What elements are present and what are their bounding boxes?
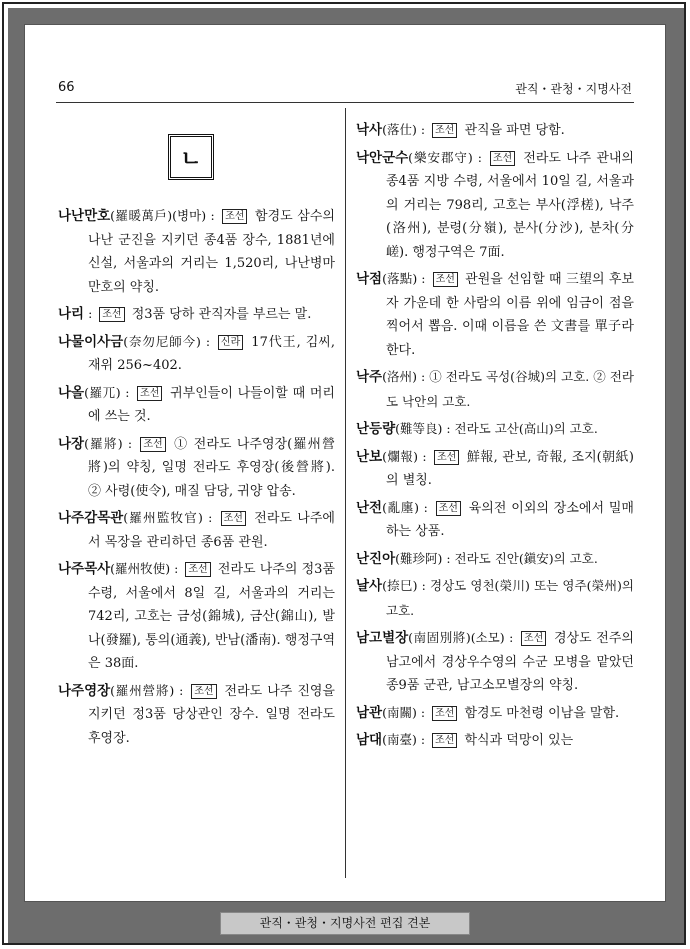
dictionary-entry — [356, 574, 634, 623]
era-tag: 조선 — [434, 450, 459, 465]
right-entry-list — [356, 118, 634, 753]
dictionary-entry — [356, 365, 634, 414]
era-tag: 조선 — [432, 733, 457, 748]
entry-hanja: (難珍阿) : 전라도 진안(鎭安)의 고호. — [395, 550, 598, 566]
dictionary-entry — [356, 118, 634, 143]
dictionary-entry — [58, 557, 335, 676]
era-tag: 조선 — [432, 706, 457, 721]
entry-headword: 나난만호 — [58, 208, 111, 224]
entry-hanja: (羅暖萬戶)(병마) : — [110, 208, 220, 223]
entry-hanja: (南關) : — [382, 704, 430, 720]
entry-definition: 전라도 나주에서 목장을 관리하던 종6품 관원. — [88, 511, 335, 550]
entry-definition: 육의전 이외의 장소에서 밀매하는 상품. — [386, 500, 634, 539]
dictionary-entry — [356, 626, 634, 698]
entry-definition: 17代王, 김씨, 재위 256~402. — [88, 334, 335, 373]
era-tag: 조선 — [191, 684, 216, 699]
entry-hanja: (羅兀) : — [84, 384, 135, 400]
entry-headword: 남대 — [356, 732, 383, 748]
era-tag: 조선 — [490, 151, 515, 166]
era-tag: 조선 — [222, 209, 247, 224]
dictionary-entry — [58, 506, 335, 554]
section-letter: ㄴ — [180, 146, 202, 172]
dictionary-entry — [356, 417, 634, 442]
section-letter-box — [168, 134, 214, 180]
dictionary-entry — [58, 679, 335, 751]
entry-hanja: (羅州牧使) : — [110, 561, 183, 576]
dictionary-entry — [356, 547, 634, 572]
running-title: 관직・관청・지명사전 — [515, 82, 632, 96]
dictionary-entry — [58, 432, 335, 504]
entry-headword: 남관 — [356, 704, 383, 721]
entry-definition: 귀부인들이 나들이할 때 머리에 쓰는 것. — [88, 385, 335, 424]
dictionary-entry — [58, 381, 335, 429]
era-tag: 조선 — [521, 631, 546, 646]
dictionary-entry — [58, 330, 335, 378]
footer-text: 관직・관청・지명사전 편집 견본 — [259, 916, 431, 930]
entry-headword: 나물이사금 — [58, 333, 124, 350]
column-rule — [345, 108, 346, 878]
header-rule — [56, 102, 634, 103]
dictionary-entry — [356, 496, 634, 544]
entry-definition: 전라도 나주 관내의 종4품 지방 수령, 서울에서 10일 길, 서울과의 거리는 798리, 고호는 부사(浮槎), 낙주(洛州), 분령(分嶺), 분사(分沙), 분차(分嵯). 행정구역은 7面. — [386, 150, 634, 260]
entry-hanja: (樂安郡守) : — [408, 149, 487, 165]
entry-hanja: (南臺) : — [382, 732, 430, 747]
entry-headword: 난보 — [356, 448, 383, 465]
right-column — [356, 118, 634, 756]
entry-hanja: (難等良) : 전라도 고산(高山)의 고호. — [395, 421, 598, 436]
entry-headword: 나장 — [58, 435, 85, 452]
entry-headword: 나주감목관 — [58, 510, 124, 526]
entry-headword: 낙안군수 — [356, 149, 409, 166]
era-tag: 신라 — [218, 335, 243, 350]
entry-headword: 난전 — [356, 499, 383, 516]
entry-hanja: (羅將) : — [84, 435, 138, 451]
entry-headword: 나주영장 — [58, 682, 111, 699]
entry-headword: 난등량 — [356, 421, 396, 437]
page-number: 66 — [58, 80, 75, 95]
dictionary-entry — [58, 204, 335, 299]
entry-headword: 낙점 — [356, 271, 383, 287]
entry-definition: 학식과 덕망이 있는 — [460, 733, 574, 748]
era-tag: 조선 — [140, 437, 165, 452]
entry-hanja: (落仕) : — [382, 122, 430, 137]
era-tag: 조선 — [137, 386, 162, 401]
entry-headword: 나주목사 — [58, 561, 111, 577]
entry-headword: 낙사 — [356, 122, 383, 138]
footer-bar — [220, 912, 470, 935]
entry-definition: ① 전라도 나주영장(羅州營將)의 약칭, 일명 전라도 후영장(後營將). ② 사령(使令), 매질 담당, 귀양 압송. — [88, 436, 335, 499]
entry-hanja: (洛州) : ① 전라도 곡성(谷城)의 고호. ② 전라도 낙안의 고호. — [382, 369, 634, 409]
era-tag: 조선 — [436, 501, 461, 516]
entry-hanja: (爛報) : — [382, 448, 431, 464]
entry-hanja: (亂廛) : — [382, 499, 433, 515]
entry-hanja: (南固別將)(소모) : — [408, 630, 518, 645]
entry-definition: 정3품 당하 관직자를 부르는 말. — [127, 307, 312, 322]
entry-headword: 낙주 — [356, 369, 383, 385]
era-tag: 조선 — [221, 511, 246, 526]
entry-definition: 관직을 파면 당함. — [460, 123, 565, 138]
entry-definition: 경상도 전주의 남고에서 경상우수영의 수군 모병을 맡았던 종9품 군관, 남고소모별장의 약칭. — [386, 631, 634, 693]
entry-definition: 함경도 마천령 이남을 말함. — [460, 705, 620, 721]
entry-hanja: (羅州營將) : — [110, 682, 189, 698]
era-tag: 조선 — [185, 562, 210, 577]
entry-hanja: (奈勿尼師今) : — [123, 333, 215, 349]
entry-definition: 관원을 선임할 때 三望의 후보자 가운데 한 사람의 이름 위에 임금이 점을 찍어서 뽑음. 이때 이름을 쓴 文書를 單子라 한다. — [386, 272, 634, 358]
dictionary-entry — [356, 146, 634, 265]
dictionary-entry — [356, 728, 634, 753]
dictionary-entry — [356, 701, 634, 726]
dictionary-entry — [58, 302, 335, 327]
dictionary-entry — [356, 267, 634, 362]
entry-hanja: (捺巳) : 경상도 영천(榮川) 또는 영주(榮州)의 고호. — [382, 578, 634, 618]
entry-headword: 나리 — [58, 306, 85, 322]
entry-hanja: (落點) : — [382, 271, 430, 286]
entry-headword: 남고별장 — [356, 630, 409, 646]
entry-definition: 전라도 나주의 정3품 수령, 서울에서 8일 길, 서울과의 거리는 742리, 고호는 금성(錦城), 금산(錦山), 발나(發羅), 통의(通義), 반남(潘南). 행정구역은 38面. — [88, 562, 335, 671]
left-entry-list — [58, 204, 335, 750]
entry-headword: 날사 — [356, 578, 383, 594]
left-column — [58, 116, 335, 753]
era-tag: 조선 — [99, 307, 124, 322]
era-tag: 조선 — [433, 272, 458, 287]
entry-definition: 鮮報, 관보, 奇報, 조지(朝紙)의 별칭. — [386, 449, 634, 488]
era-tag: 조선 — [432, 123, 457, 138]
entry-definition: 함경도 삼수의 나난 군진을 지키던 종4품 장수, 1881년에 신설, 서울과의 거리는 1,520리, 나난병마만호의 약칭. — [88, 209, 335, 295]
entry-definition: 전라도 나주 진영을 지키던 정3품 당상관인 장수. 일명 전라도 후영장. — [88, 683, 335, 746]
entry-hanja: (羅州監牧官) : — [123, 510, 218, 525]
entry-hanja: : — [84, 306, 97, 321]
entry-headword: 나올 — [58, 384, 85, 401]
entry-headword: 난진아 — [356, 550, 396, 567]
dictionary-entry — [356, 445, 634, 493]
